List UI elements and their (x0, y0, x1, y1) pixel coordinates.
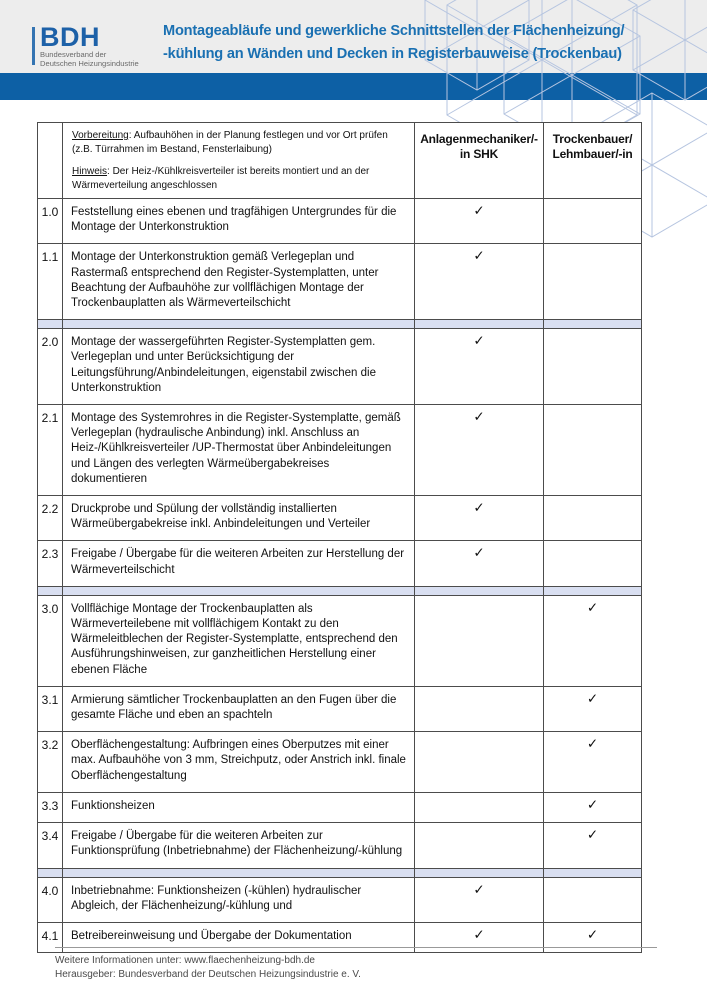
intro-note: Hinweis: Der Heiz-/Kühlkreisverteiler ist bereits montiert und an der Wärmeverteilung angeschlossen (72, 166, 370, 191)
table-row (38, 792, 642, 822)
table-row (38, 877, 642, 922)
column-header-trockenbauer: Trockenbauer/ Lehmbauer/-in (544, 123, 642, 199)
row-number: 3.4 (38, 823, 63, 868)
footer (55, 954, 361, 981)
task-text: Inbetriebnahme: Funktionsheizen (-kühlen) hydraulischer Abgleich, der Flächenheizung/-kühlung und (63, 877, 415, 922)
check-shk (415, 732, 544, 793)
table-row (38, 496, 642, 541)
page-title-line1: Montageabläufe und gewerkliche Schnittstellen der Flächenheizung/ (163, 23, 625, 39)
check-shk: ✓ (415, 244, 544, 320)
row-number: 3.2 (38, 732, 63, 793)
check-trocken: ✓ (544, 732, 642, 793)
row-number: 1.0 (38, 199, 63, 244)
separator-row (38, 586, 642, 595)
separator-row (38, 320, 642, 329)
task-text: Freigabe / Übergabe für die weiteren Arbeiten zur Herstellung der Wärmeverteilschicht (63, 541, 415, 586)
check-shk (415, 595, 544, 686)
check-shk: ✓ (415, 877, 544, 922)
check-shk (415, 823, 544, 868)
task-table-body (38, 199, 642, 953)
check-trocken (544, 244, 642, 320)
check-shk: ✓ (415, 922, 544, 952)
table-row (38, 541, 642, 586)
task-text: Druckprobe und Spülung der vollständig installierten Wärmeübergabekreise inkl. Anbindeleitungen und Verteiler (63, 496, 415, 541)
task-text: Montage der Unterkonstruktion gemäß Verlegeplan und Rastermaß entsprechend den Register-Systemplatten, unter Beachtung der Aufbauhöhe zur vollflächigen Montage der Trockenbauplatten als Wärmeverteilschicht (63, 244, 415, 320)
logo-subtitle-line2: Deutschen Heizungsindustrie (40, 58, 139, 68)
check-trocken (544, 541, 642, 586)
check-trocken: ✓ (544, 823, 642, 868)
check-trocken (544, 199, 642, 244)
table-header-row (38, 123, 642, 199)
table-row (38, 199, 642, 244)
task-text: Montage der wassergeführten Register-Systemplatten gem. Verlegeplan und unter Berücksichtigung der Leitungsführung/Anbindeleitungen, eigenstabil zwischen die Unterkonstruktion (63, 329, 415, 405)
row-number: 4.1 (38, 922, 63, 952)
check-shk (415, 792, 544, 822)
row-number: 1.1 (38, 244, 63, 320)
header-intro-cell (63, 123, 415, 199)
check-shk (415, 686, 544, 731)
row-number: 3.3 (38, 792, 63, 822)
header-number-cell (38, 123, 63, 199)
check-shk: ✓ (415, 496, 544, 541)
page-title-line2: -kühlung an Wänden und Decken in Registerbauweise (Trockenbau) (163, 45, 622, 62)
row-number: 4.0 (38, 877, 63, 922)
row-number: 2.0 (38, 329, 63, 405)
row-number: 2.3 (38, 541, 63, 586)
check-shk: ✓ (415, 199, 544, 244)
check-trocken (544, 496, 642, 541)
row-number: 2.1 (38, 405, 63, 496)
task-text: Betreibereinweisung und Übergabe der Dokumentation (63, 922, 415, 952)
workflow-table-wrap (37, 122, 641, 953)
page-title (163, 20, 624, 65)
footer-publisher-line: Herausgeber: Bundesverband der Deutschen Heizungsindustrie e. V. (55, 968, 361, 980)
intro-preparation: Vorbereitung: Aufbauhöhen in der Planung festlegen und vor Ort prüfen (z.B. Türrahmen im Bestand, Fensterlaibung) (72, 130, 388, 155)
check-shk: ✓ (415, 541, 544, 586)
task-text: Feststellung eines ebenen und tragfähigen Untergrundes für die Montage der Unterkonstruktion (63, 199, 415, 244)
check-trocken: ✓ (544, 922, 642, 952)
logo-subtitle-line1: Bundesverband der (40, 50, 107, 59)
row-number: 3.1 (38, 686, 63, 731)
task-text: Vollflächige Montage der Trockenbauplatten als Wärmeverteilebene mit vollflächigem Kontakt zu den Wärmeleitblechen der Register-Systemplatte, entsprechend den Ausführungshinweisen, zur ganzheitlichen Herstellung einer ebenen Fläche (63, 595, 415, 686)
row-number: 3.0 (38, 595, 63, 686)
table-row (38, 405, 642, 496)
table-row (38, 329, 642, 405)
check-trocken (544, 405, 642, 496)
check-shk: ✓ (415, 405, 544, 496)
table-row (38, 686, 642, 731)
table-row (38, 922, 642, 952)
check-trocken: ✓ (544, 686, 642, 731)
task-text: Armierung sämtlicher Trockenbauplatten an den Fugen über die gesamte Fläche und eben an spachteln (63, 686, 415, 731)
row-number: 2.2 (38, 496, 63, 541)
task-text: Freigabe / Übergabe für die weiteren Arbeiten zur Funktionsprüfung (Inbetriebnahme) der Flächenheizung/-kühlung (63, 823, 415, 868)
workflow-table (37, 122, 642, 953)
bdh-logo (32, 22, 139, 69)
table-row (38, 823, 642, 868)
logo-rule (32, 27, 35, 65)
task-text: Funktionsheizen (63, 792, 415, 822)
task-text: Oberflächengestaltung: Aufbringen eines Oberputzes mit einer max. Aufbauhöhe von 3 mm, Streichputz, oder Anstrich inkl. finale Oberflächengestaltung (63, 732, 415, 793)
table-row (38, 244, 642, 320)
table-row (38, 732, 642, 793)
column-header-shk: Anlagenmechaniker/- in SHK (415, 123, 544, 199)
table-row (38, 595, 642, 686)
check-trocken: ✓ (544, 792, 642, 822)
footer-rule (55, 947, 657, 948)
header-accent-bar (0, 73, 707, 100)
check-trocken (544, 877, 642, 922)
logo-abbr: BDH (40, 22, 100, 52)
check-trocken (544, 329, 642, 405)
task-text: Montage des Systemrohres in die Register-Systemplatte, gemäß Verlegeplan (hydraulische Anbindung) inkl. Anschluss an Heiz-/Kühlkreisverteiler /UP-Thermostat über Anbindeleitungen und Längen des verlegten Wärmeübergabekreises dokumentieren (63, 405, 415, 496)
separator-row (38, 868, 642, 877)
check-trocken: ✓ (544, 595, 642, 686)
footer-info-line: Weitere Informationen unter: www.flaechenheizung-bdh.de (55, 955, 315, 966)
check-shk: ✓ (415, 329, 544, 405)
